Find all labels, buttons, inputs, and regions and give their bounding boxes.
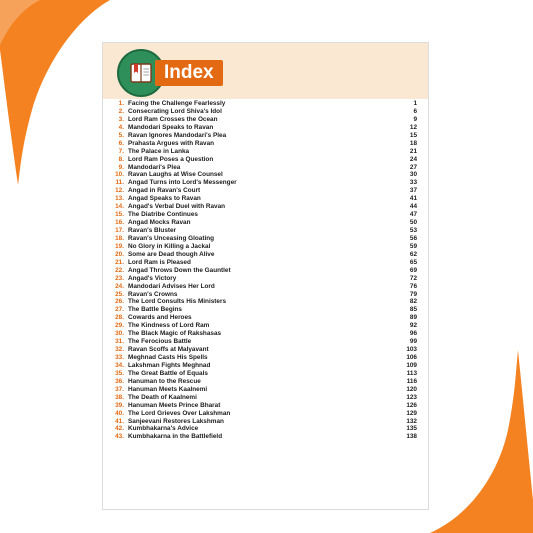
entry-number: 11. bbox=[115, 179, 124, 187]
entry-number: 36. bbox=[115, 377, 124, 385]
toc-entry bbox=[111, 116, 417, 124]
entry-number: 38. bbox=[115, 393, 124, 401]
entry-title: Facing the Challenge Fearlessly bbox=[128, 100, 226, 107]
entry-number: 22. bbox=[115, 266, 124, 274]
entry-page-number: 72 bbox=[409, 274, 417, 282]
entry-title: Angad's Verbal Duel with Ravan bbox=[128, 203, 226, 211]
toc-entry bbox=[111, 140, 417, 148]
entry-number: 32. bbox=[115, 346, 124, 354]
entry-number: 31. bbox=[115, 338, 124, 346]
toc-entry bbox=[111, 187, 417, 195]
toc-entry bbox=[111, 362, 417, 370]
entry-title: Consecrating Lord Shiva's Idol bbox=[128, 107, 222, 115]
toc-entry bbox=[111, 251, 417, 259]
toc-entry bbox=[111, 314, 417, 322]
toc-entry bbox=[111, 164, 417, 172]
entry-number: 20. bbox=[115, 250, 124, 258]
entry-title: The Death of Kaalnemi bbox=[128, 393, 197, 401]
entry-page-number: 132 bbox=[406, 417, 417, 425]
entry-number: 12. bbox=[115, 187, 124, 195]
entry-number: 3. bbox=[118, 115, 124, 123]
entry-title: Angad Speaks to Ravan bbox=[128, 195, 201, 203]
entry-page-number: 79 bbox=[409, 290, 417, 298]
toc-entry bbox=[111, 243, 417, 251]
entry-page-number: 44 bbox=[409, 203, 417, 211]
entry-title: Cowards and Heroes bbox=[128, 314, 192, 322]
entry-number: 37. bbox=[115, 385, 124, 393]
entry-page-number: 129 bbox=[406, 409, 417, 417]
table-of-contents bbox=[111, 100, 417, 441]
entry-number: 35. bbox=[115, 369, 124, 377]
toc-entry bbox=[111, 156, 417, 164]
entry-page-number: 126 bbox=[406, 401, 417, 409]
entry-page-number: 92 bbox=[409, 322, 417, 330]
entry-page-number: 109 bbox=[406, 361, 417, 369]
entry-title: Prahasta Argues with Ravan bbox=[128, 139, 215, 147]
entry-page-number: 50 bbox=[409, 219, 417, 227]
entry-title: Some are Dead though Alive bbox=[128, 250, 215, 258]
entry-number: 10. bbox=[115, 171, 124, 179]
toc-entry bbox=[111, 148, 417, 156]
toc-entry bbox=[111, 108, 417, 116]
toc-entry bbox=[111, 410, 417, 418]
toc-entry bbox=[111, 195, 417, 203]
toc-entry bbox=[111, 132, 417, 140]
entry-page-number: 30 bbox=[409, 171, 417, 179]
toc-entry bbox=[111, 418, 417, 426]
entry-page-number: 53 bbox=[409, 227, 417, 234]
index-page bbox=[102, 42, 429, 510]
entry-title: Kumbhakarna's Advice bbox=[128, 425, 199, 433]
entry-title: Lakshman Fights Meghnad bbox=[128, 361, 211, 369]
entry-page-number: 1 bbox=[413, 100, 417, 107]
entry-title: Ravan's Unceasing Gloating bbox=[128, 234, 215, 242]
entry-number: 33. bbox=[115, 354, 124, 361]
entry-page-number: 120 bbox=[406, 385, 417, 393]
entry-page-number: 65 bbox=[409, 258, 417, 266]
entry-title: Angad's Victory bbox=[128, 274, 177, 282]
entry-number: 40. bbox=[115, 409, 124, 417]
entry-page-number: 6 bbox=[413, 107, 417, 115]
toc-entry bbox=[111, 370, 417, 378]
entry-page-number: 116 bbox=[406, 377, 417, 385]
toc-entry bbox=[111, 346, 417, 354]
toc-entry bbox=[111, 124, 417, 132]
entry-title: Angad in Ravan's Court bbox=[128, 187, 201, 195]
entry-title: Mandodari Advises Her Lord bbox=[128, 282, 215, 290]
entry-page-number: 138 bbox=[406, 433, 417, 441]
entry-number: 15. bbox=[115, 211, 124, 219]
entry-page-number: 12 bbox=[409, 123, 417, 131]
toc-entry bbox=[111, 306, 417, 314]
entry-title: Ravan Ignores Mandodari's Plea bbox=[128, 131, 227, 139]
entry-title: Ravan Laughs at Wise Counsel bbox=[128, 171, 223, 179]
entry-number: 41. bbox=[115, 417, 124, 425]
entry-page-number: 56 bbox=[409, 234, 417, 242]
entry-title: The Great Battle of Equals bbox=[128, 369, 208, 377]
entry-number: 2. bbox=[118, 107, 124, 115]
toc-entry bbox=[111, 283, 417, 291]
entry-number: 21. bbox=[115, 258, 124, 266]
toc-entry bbox=[111, 267, 417, 275]
entry-page-number: 37 bbox=[409, 187, 417, 195]
entry-number: 17. bbox=[115, 227, 124, 234]
entry-title: The Ferocious Battle bbox=[128, 338, 192, 346]
entry-number: 29. bbox=[115, 322, 124, 330]
entry-page-number: 47 bbox=[409, 211, 417, 219]
entry-title: Meghnad Casts His Spells bbox=[128, 354, 208, 361]
entry-page-number: 69 bbox=[409, 266, 417, 274]
entry-page-number: 9 bbox=[413, 115, 417, 123]
entry-number: 19. bbox=[115, 242, 124, 250]
toc-entry bbox=[111, 322, 417, 330]
toc-entry bbox=[111, 354, 417, 362]
entry-page-number: 82 bbox=[409, 298, 417, 306]
entry-title: Mandodari Speaks to Ravan bbox=[128, 123, 214, 131]
entry-title: The Black Magic of Rakshasas bbox=[128, 330, 222, 338]
entry-title: The Battle Begins bbox=[128, 306, 182, 314]
entry-page-number: 18 bbox=[409, 139, 417, 147]
entry-title: Kumbhakarna in the Battlefield bbox=[128, 433, 223, 441]
entry-title: Hanuman Meets Prince Bharat bbox=[128, 401, 221, 409]
toc-entry bbox=[111, 179, 417, 187]
entry-page-number: 103 bbox=[406, 346, 417, 354]
entry-title: Ravan Scoffs at Malyavant bbox=[128, 346, 209, 354]
entry-number: 42. bbox=[115, 425, 124, 433]
toc-entry bbox=[111, 433, 417, 441]
entry-number: 5. bbox=[118, 131, 124, 139]
toc-entry bbox=[111, 394, 417, 402]
entry-title: Mandodari's Plea bbox=[128, 163, 181, 171]
entry-title: Angad Turns into Lord's Messenger bbox=[128, 179, 237, 187]
toc-entry bbox=[111, 330, 417, 338]
entry-number: 39. bbox=[115, 401, 124, 409]
toc-entry bbox=[111, 259, 417, 267]
entry-number: 18. bbox=[115, 234, 124, 242]
entry-page-number: 15 bbox=[409, 131, 417, 139]
entry-page-number: 27 bbox=[409, 163, 417, 171]
entry-number: 23. bbox=[115, 274, 124, 282]
toc-entry bbox=[111, 386, 417, 394]
toc-entry bbox=[111, 402, 417, 410]
entry-page-number: 96 bbox=[409, 330, 417, 338]
entry-title: Lord Ram Poses a Question bbox=[128, 155, 214, 163]
toc-entry bbox=[111, 291, 417, 299]
entry-number: 13. bbox=[115, 195, 124, 203]
entry-number: 16. bbox=[115, 219, 124, 227]
entry-page-number: 24 bbox=[409, 155, 417, 163]
entry-number: 14. bbox=[115, 203, 124, 211]
toc-entry bbox=[111, 298, 417, 306]
entry-number: 34. bbox=[115, 361, 124, 369]
entry-number: 7. bbox=[118, 147, 124, 155]
toc-entry bbox=[111, 203, 417, 211]
toc-entry bbox=[111, 338, 417, 346]
entry-page-number: 135 bbox=[406, 425, 417, 433]
entry-title: Hanuman Meets Kaalnemi bbox=[128, 385, 208, 393]
entry-page-number: 21 bbox=[409, 147, 417, 155]
entry-title: The Lord Grieves Over Lakshman bbox=[128, 409, 231, 417]
entry-page-number: 106 bbox=[406, 354, 417, 361]
entry-number: 27. bbox=[115, 306, 124, 314]
entry-title: Sanjeevani Restores Lakshman bbox=[128, 417, 224, 425]
entry-number: 9. bbox=[118, 163, 124, 171]
entry-title: The Diatribe Continues bbox=[128, 211, 198, 219]
page-title: Index bbox=[155, 60, 223, 86]
entry-title: Lord Ram Crosses the Ocean bbox=[128, 115, 218, 123]
entry-title: Lord Ram is Pleased bbox=[128, 258, 191, 266]
entry-number: 24. bbox=[115, 282, 124, 290]
entry-page-number: 59 bbox=[409, 242, 417, 250]
entry-page-number: 33 bbox=[409, 179, 417, 187]
entry-title: The Kindness of Lord Ram bbox=[128, 322, 210, 330]
toc-entry bbox=[111, 171, 417, 179]
entry-number: 25. bbox=[115, 290, 124, 298]
entry-page-number: 123 bbox=[406, 393, 417, 401]
entry-page-number: 41 bbox=[409, 195, 417, 203]
entry-title: Angad Throws Down the Gauntlet bbox=[128, 266, 231, 274]
entry-number: 6. bbox=[118, 139, 124, 147]
toc-entry bbox=[111, 425, 417, 433]
entry-number: 43. bbox=[115, 433, 124, 441]
entry-page-number: 113 bbox=[406, 369, 417, 377]
entry-number: 8. bbox=[118, 155, 124, 163]
entry-page-number: 85 bbox=[409, 306, 417, 314]
entry-number: 26. bbox=[115, 298, 124, 306]
entry-title: The Palace in Lanka bbox=[128, 147, 190, 155]
entry-page-number: 99 bbox=[409, 338, 417, 346]
entry-page-number: 76 bbox=[409, 282, 417, 290]
toc-entry bbox=[111, 378, 417, 386]
entry-page-number: 62 bbox=[409, 250, 417, 258]
toc-entry bbox=[111, 235, 417, 243]
entry-title: Ravan's Crowns bbox=[128, 290, 178, 298]
entry-number: 1. bbox=[118, 100, 124, 107]
toc-entry bbox=[111, 219, 417, 227]
toc-entry bbox=[111, 275, 417, 283]
toc-entry bbox=[111, 227, 417, 235]
entry-title: The Lord Consults His Ministers bbox=[128, 298, 227, 306]
toc-entry bbox=[111, 100, 417, 108]
entry-title: Ravan's Bluster bbox=[128, 227, 177, 234]
entry-title: No Glory in Killing a Jackal bbox=[128, 242, 211, 250]
entry-number: 30. bbox=[115, 330, 124, 338]
entry-title: Angad Mocks Ravan bbox=[128, 219, 191, 227]
entry-number: 4. bbox=[118, 123, 124, 131]
entry-title: Hanuman to the Rescue bbox=[128, 377, 201, 385]
entry-number: 28. bbox=[115, 314, 124, 322]
entry-page-number: 89 bbox=[409, 314, 417, 322]
toc-entry bbox=[111, 211, 417, 219]
